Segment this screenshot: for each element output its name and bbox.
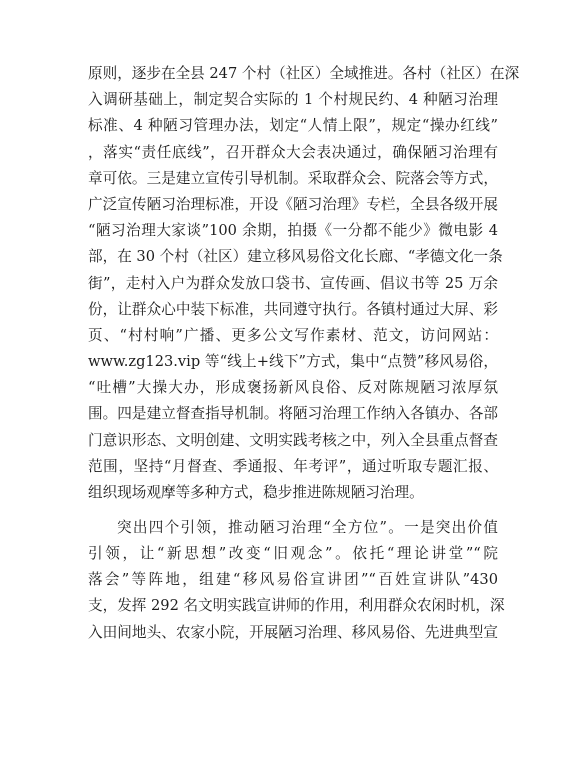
text-line: 标准、4 种陋习管理办法，划定“人情上限”，规定“操办红线” [88,117,498,135]
text-line: 街”，走村入户为群众发放口袋书、宣传画、倡议书等 25 万余 [88,274,498,292]
text-line: 原则，逐步在全县 247 个村（社区）全域推进。各村（社区）在深 [88,65,520,82]
text-line: 突出四个引领，推动陋习治理“全方位”。一是突出价值 [117,518,498,536]
text-line: 支，发挥 292 名文明实践宣讲师的作用，利用群众农闲时机，深 [88,597,505,615]
text-line: www.zg123.vip 等“线上+线下”方式，集中“点赞”移风易俗， [88,353,498,371]
text-line: 引领，让“新思想”改变“旧观念”。依托“理论讲堂”“院 [88,544,498,562]
text-line: “陋习治理大家谈”100 余期，拍摄《一分都不能少》微电影 4 [88,222,498,240]
text-line: 入调研基础上，制定契合实际的 1 个村规民约、4 种陋习治理 [88,91,498,109]
text-line: “吐槽”大操大办，形成褒扬新风良俗、反对陈规陋习浓厚氛 [88,379,498,397]
text-line: 章可依。三是建立宣传引导机制。采取群众会、院落会等方式， [88,169,498,187]
text-line: 范围，坚持“月督查、季通报、年考评”，通过听取专题汇报、 [88,457,498,475]
text-line: ，落实“责任底线”，召开群众大会表决通过，确保陋习治理有 [88,143,498,161]
paragraph [88,515,505,646]
paragraph-spacing [88,506,498,515]
text-line: 份，让群众心中装下标准，共同遵守执行。各镇村通过大屏、彩 [88,300,498,318]
text-line: 门意识形态、文明创建、文明实践考核之中，列入全县重点督查 [88,431,498,449]
text-line: 页、“村村响”广播、更多公文写作素材、范文，访问网站： [88,326,498,344]
text-line: 入田间地头、农家小院，开展陋习治理、移风易俗、先进典型宣 [88,623,498,641]
text-line: 部，在 30 个村（社区）建立移风易俗文化长廊、“孝德文化一条 [88,248,503,266]
text-line: 广泛宣传陋习治理标准，开设《陋习治理》专栏，全县各级开展 [88,195,498,213]
text-line: 围。四是建立督查指导机制。将陋习治理工作纳入各镇办、各部 [88,405,498,423]
paragraph [88,61,520,506]
body-text [88,61,520,646]
text-line: 落会”等阵地，组建“移风易俗宣讲团”“百姓宣讲队”430 [88,571,498,589]
text-line: 组织现场观摩等多种方式，稳步推进陈规陋习治理。 [88,484,424,501]
